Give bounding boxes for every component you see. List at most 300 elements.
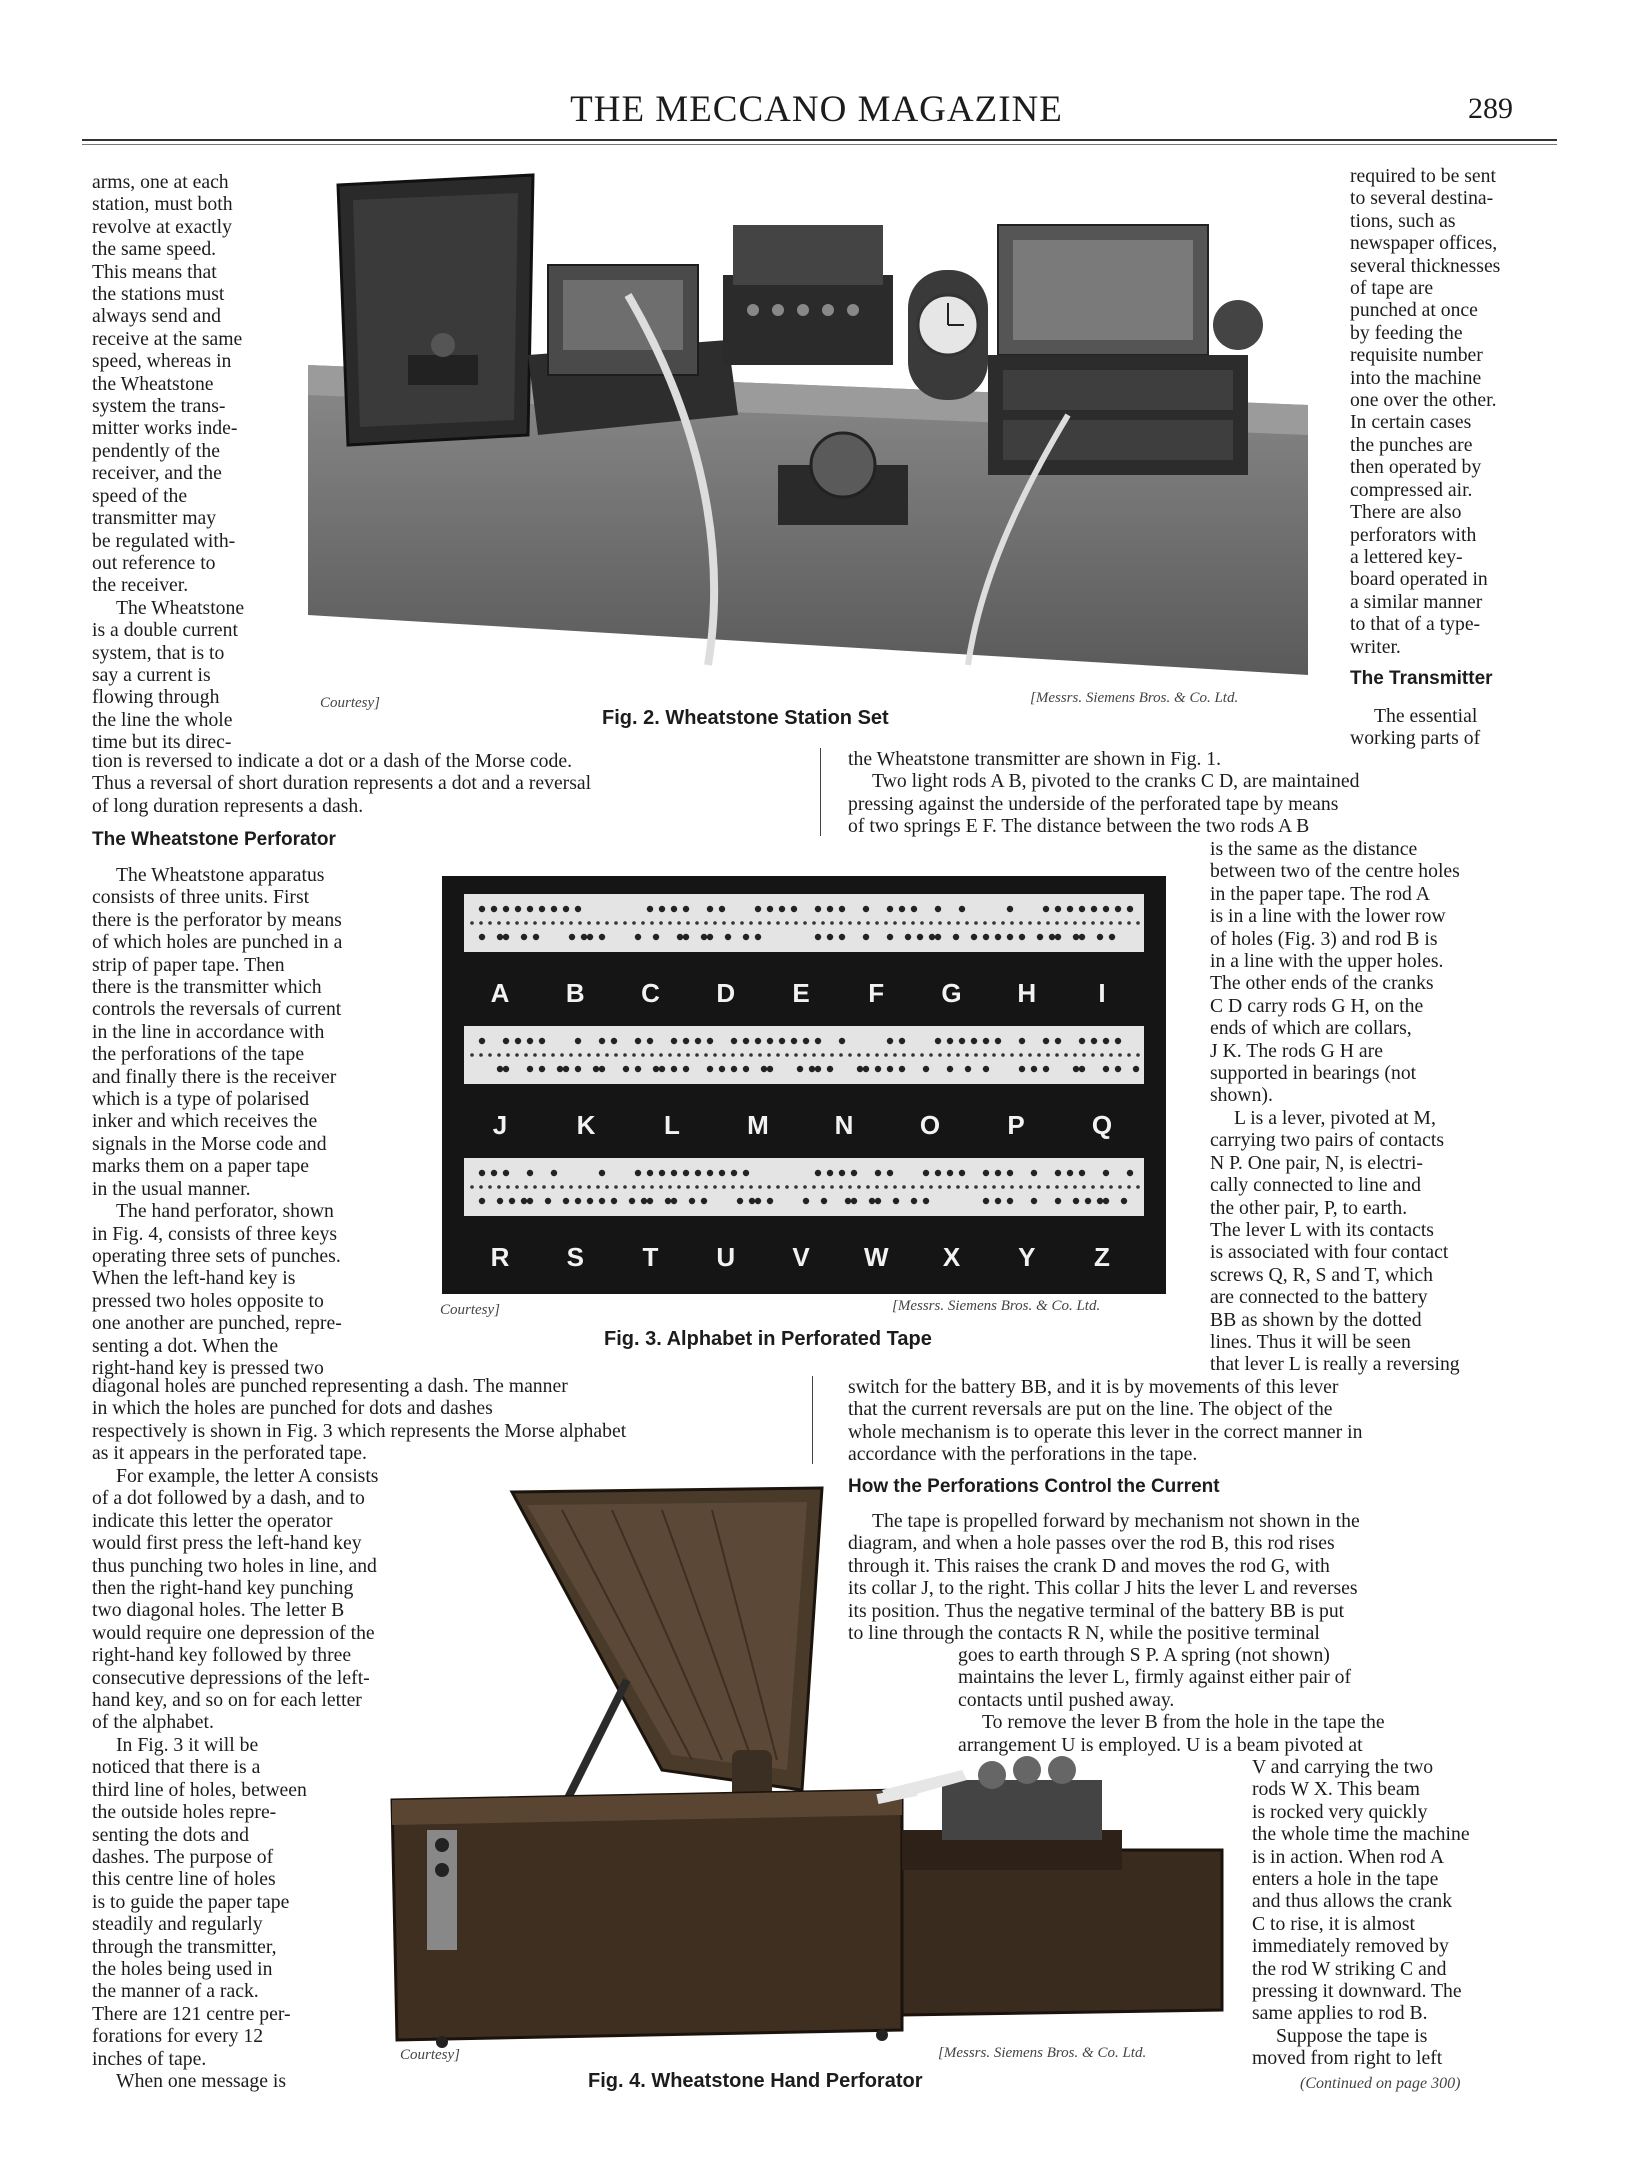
tape-hole (911, 1198, 917, 1204)
tape-hole (767, 1066, 773, 1072)
text-line: inches of tape. (92, 2047, 207, 2070)
text-line: the other pair, P, to earth. (1210, 1196, 1408, 1219)
tape-centre-hole (623, 1053, 627, 1057)
text-line: the manner of a rack. (92, 1980, 259, 2003)
tape-centre-hole (515, 1053, 519, 1057)
text-line: in the usual manner. (92, 1177, 251, 1200)
tape-hole (953, 934, 959, 940)
text-line: the same speed. (92, 238, 217, 261)
tape-letter: Z (1094, 1242, 1110, 1272)
text-line: tion is reversed to indicate a dot or a dash of the Morse code. (92, 750, 573, 772)
tape-centre-hole (659, 921, 663, 925)
tape-hole (1055, 906, 1061, 912)
text-line: the outside holes repre- (92, 1801, 277, 1824)
tape-centre-hole (947, 1185, 951, 1189)
tape-centre-hole (983, 1053, 987, 1057)
tape-hole (947, 1066, 953, 1072)
tape-centre-hole (821, 1053, 825, 1057)
text-line: through it. This raises the crank D and moves the rod G, with (848, 1554, 1330, 1577)
tape-centre-hole (929, 1053, 933, 1057)
text-line: arms, one at each (92, 171, 229, 193)
text-line: one over the other. (1350, 389, 1497, 412)
tape-hole (875, 1066, 881, 1072)
tape-hole (1043, 906, 1049, 912)
tape-letter: H (1017, 978, 1037, 1008)
text-line: and finally there is the receiver (92, 1065, 337, 1088)
text-line: signals in the Morse code and (92, 1132, 327, 1155)
text-line: screws Q, R, S and T, which (1210, 1263, 1433, 1286)
tape-centre-hole (497, 921, 501, 925)
tape-hole (947, 1038, 953, 1044)
right-column-wide-1 (848, 748, 1538, 838)
tape-hole (539, 1038, 545, 1044)
text-line: Suppose the tape is (1276, 2024, 1428, 2047)
tape-letter: A (490, 978, 510, 1008)
tape-centre-hole (605, 1185, 609, 1189)
text-line: is to guide the paper tape (92, 1890, 290, 1913)
text-line: carrying two pairs of contacts (1210, 1129, 1444, 1152)
tape-hole (863, 906, 869, 912)
text-line: station, must both (92, 193, 233, 216)
tape-centre-hole (902, 1185, 906, 1189)
tape-centre-hole (1001, 1053, 1005, 1057)
tape-hole (521, 934, 527, 940)
tape-centre-hole (983, 1185, 987, 1189)
tape-hole (659, 1066, 665, 1072)
text-line: operating three sets of punches. (92, 1244, 341, 1267)
tape-hole (923, 1066, 929, 1072)
text-line: are connected to the battery (1210, 1286, 1428, 1309)
text-line: C D carry rods G H, on the (1210, 994, 1424, 1017)
tape-hole (527, 1038, 533, 1044)
tape-hole (497, 1066, 503, 1072)
text-line: that the current reversals are put on the line. The object of the (848, 1398, 1333, 1421)
text-line: The essential (1374, 705, 1478, 727)
left-column-bottom-narrow (92, 1734, 364, 2093)
tape-hole (1043, 1038, 1049, 1044)
tape-centre-hole (920, 921, 924, 925)
tape-hole (1049, 934, 1055, 940)
tape-hole (1079, 906, 1085, 912)
tape-centre-hole (1073, 1185, 1077, 1189)
tape-centre-hole (668, 1053, 672, 1057)
tape-centre-hole (704, 1053, 708, 1057)
tape-hole (779, 1038, 785, 1044)
tape-hole (647, 1038, 653, 1044)
tape-centre-hole (938, 1185, 942, 1189)
tape-hole (599, 934, 605, 940)
tape-centre-hole (794, 921, 798, 925)
tape-centre-hole (1010, 1185, 1014, 1189)
tape-hole (1127, 1170, 1133, 1176)
tape-centre-hole (560, 921, 564, 925)
tape-hole (1037, 934, 1043, 940)
tape-hole (737, 1198, 743, 1204)
tape-hole (707, 1038, 713, 1044)
tape-hole (935, 1038, 941, 1044)
tape-centre-hole (1109, 921, 1113, 925)
text-line: transmitter may (92, 507, 217, 530)
text-line: the whole time the machine (1252, 1823, 1470, 1846)
tape-letter: L (664, 1110, 680, 1140)
tape-centre-hole (515, 1185, 519, 1189)
tape-hole (671, 1198, 677, 1204)
tape-centre-hole (830, 921, 834, 925)
tape-hole (893, 1198, 899, 1204)
tape-hole (491, 906, 497, 912)
text-line: would first press the left-hand key (92, 1532, 362, 1555)
tape-hole (551, 1170, 557, 1176)
tape-hole (599, 1038, 605, 1044)
tape-hole (947, 1170, 953, 1176)
tape-hole (587, 934, 593, 940)
tape-letter: E (792, 978, 810, 1008)
tape-centre-hole (938, 921, 942, 925)
tape-hole (527, 1170, 533, 1176)
tape-centre-hole (524, 921, 528, 925)
tape-hole (659, 906, 665, 912)
tape-centre-hole (1118, 921, 1122, 925)
text-line: this centre line of holes (92, 1868, 276, 1891)
text-line: accordance with the perforations in the tape. (848, 1443, 1198, 1466)
text-line: to several destina- (1350, 187, 1494, 210)
tape-centre-hole (992, 1053, 996, 1057)
text-line: receiver, and the (92, 462, 222, 485)
text-line: switch for the battery BB, and it is by movements of this lever (848, 1376, 1339, 1398)
tape-hole (719, 1170, 725, 1176)
left-column-mid (92, 864, 414, 1379)
text-line: perforators with (1350, 523, 1477, 546)
tape-hole (1073, 1066, 1079, 1072)
tape-hole (1109, 934, 1115, 940)
tape-hole (755, 934, 761, 940)
tape-centre-hole (1100, 1185, 1104, 1189)
text-line: arrangement U is employed. U is a beam pivoted at (958, 1733, 1363, 1756)
tape-hole (665, 1198, 671, 1204)
tape-hole (995, 1170, 1001, 1176)
tape-hole (1079, 1038, 1085, 1044)
text-line: J K. The rods G H are (1210, 1039, 1383, 1062)
tape-hole (1115, 1038, 1121, 1044)
tape-hole (1031, 1170, 1037, 1176)
tape-hole (857, 1066, 863, 1072)
tape-centre-hole (1019, 1185, 1023, 1189)
tape-centre-hole (542, 1185, 546, 1189)
tape-centre-hole (974, 921, 978, 925)
tape-centre-hole (776, 1185, 780, 1189)
tape-hole (707, 934, 713, 940)
tape-centre-hole (992, 921, 996, 925)
tape-hole (641, 1198, 647, 1204)
tape-hole (1031, 1198, 1037, 1204)
text-line: The hand perforator, shown (116, 1200, 334, 1223)
tape-hole (683, 1066, 689, 1072)
tape-hole (623, 1066, 629, 1072)
text-line: out reference to (92, 551, 216, 574)
tape-centre-hole (623, 1185, 627, 1189)
tape-centre-hole (1019, 921, 1023, 925)
column-rule (820, 748, 821, 836)
tape-letter: F (868, 978, 885, 1008)
tape-hole (635, 1066, 641, 1072)
tape-centre-hole (749, 1053, 753, 1057)
tape-centre-hole (479, 1053, 483, 1057)
tape-centre-hole (614, 1053, 618, 1057)
continued-note: (Continued on page 300) (1300, 2075, 1461, 2092)
text-line: system, that is to (92, 641, 225, 664)
tape-hole (527, 906, 533, 912)
tape-hole (923, 1198, 929, 1204)
text-line: revolve at exactly (92, 215, 232, 238)
left-column-wide-1 (92, 750, 782, 817)
fig3-tapes (442, 876, 1166, 1294)
tape-hole (743, 934, 749, 940)
tape-hole (653, 934, 659, 940)
tape-hole (791, 906, 797, 912)
text-line: flowing through (92, 686, 220, 709)
tape-hole (1055, 1170, 1061, 1176)
text-line: There are 121 centre per- (92, 2002, 291, 2025)
tape-hole (755, 906, 761, 912)
text-line: supported in bearings (not (1210, 1062, 1417, 1085)
tape-hole (611, 1198, 617, 1204)
tape-centre-hole (1001, 921, 1005, 925)
text-line: the perforations of the tape (92, 1043, 305, 1066)
tape-centre-hole (866, 1053, 870, 1057)
text-line: is in a line with the lower row (1210, 905, 1446, 928)
tape-hole (635, 1038, 641, 1044)
text-line: the receiver. (92, 574, 189, 597)
tape-letter: J (492, 1110, 508, 1140)
tape-letter: Y (1018, 1242, 1036, 1272)
tape-centre-hole (524, 1053, 528, 1057)
text-line: requisite number (1350, 344, 1483, 367)
tape-hole (1115, 1066, 1121, 1072)
tape-centre-hole (893, 921, 897, 925)
tape-hole (575, 1198, 581, 1204)
section-heading-perforator: The Wheatstone Perforator (92, 829, 336, 850)
tape-centre-hole (650, 1053, 654, 1057)
tape-hole (971, 1038, 977, 1044)
tape-centre-hole (857, 1053, 861, 1057)
tape-hole (683, 1038, 689, 1044)
tape-hole (827, 906, 833, 912)
tape-centre-hole (1064, 1053, 1068, 1057)
text-line: The Wheatstone apparatus (116, 864, 325, 886)
tape-hole (599, 1066, 605, 1072)
tape-hole (731, 1066, 737, 1072)
tape-hole (899, 1066, 905, 1072)
text-line: is rocked very quickly (1252, 1800, 1428, 1823)
tape-centre-hole (524, 1185, 528, 1189)
tape-centre-hole (1127, 1053, 1131, 1057)
text-line: the stations must (92, 283, 225, 306)
text-line: in which the holes are punched for dots and dashes (92, 1397, 493, 1420)
text-line: contacts until pushed away. (958, 1688, 1175, 1711)
text-line: then the right-hand key punching (92, 1577, 354, 1600)
tape-hole (683, 1170, 689, 1176)
fig3-credit: [Messrs. Siemens Bros. & Co. Ltd. (892, 1298, 1101, 1314)
tape-letter: C (641, 978, 660, 1008)
tape-centre-hole (875, 1185, 879, 1189)
tape-centre-hole (542, 1053, 546, 1057)
tape-hole (581, 934, 587, 940)
tape-hole (875, 1198, 881, 1204)
tape-hole (677, 934, 683, 940)
tape-centre-hole (749, 921, 753, 925)
tape-centre-hole (785, 1053, 789, 1057)
tape-centre-hole (992, 1185, 996, 1189)
tape-centre-hole (596, 921, 600, 925)
tape-letter: U (716, 1242, 736, 1272)
tape-hole (719, 906, 725, 912)
tape-hole (653, 1066, 659, 1072)
tape-hole (839, 934, 845, 940)
text-line: In certain cases (1350, 411, 1472, 434)
text-line: time but its direc- (92, 731, 232, 754)
fig4-caption: Fig. 4. Wheatstone Hand Perforator (588, 2070, 923, 2092)
tape-hole (593, 1066, 599, 1072)
tape-centre-hole (812, 1053, 816, 1057)
tape-centre-hole (686, 1185, 690, 1189)
tape-hole (965, 1066, 971, 1072)
text-line: inker and which receives the (92, 1110, 318, 1133)
tape-centre-hole (1010, 921, 1014, 925)
tape-centre-hole (704, 1185, 708, 1189)
page-number: 289 (1468, 92, 1513, 125)
text-line: goes to earth through S P. A spring (not shown) (958, 1644, 1330, 1666)
right-column-wide-3 (848, 1510, 1538, 1644)
tape-hole (851, 1170, 857, 1176)
tape-hole (683, 906, 689, 912)
text-line: Thus a reversal of short duration represents a dot and a reversal (92, 772, 592, 795)
tape-centre-hole (920, 1053, 924, 1057)
tape-hole (1055, 1038, 1061, 1044)
text-line: thus punching two holes in line, and (92, 1554, 377, 1577)
tape-hole (479, 934, 485, 940)
tape-hole (1031, 1066, 1037, 1072)
tape-centre-hole (605, 1053, 609, 1057)
tape-centre-hole (956, 1185, 960, 1189)
tape-centre-hole (1100, 921, 1104, 925)
tape-hole (515, 906, 521, 912)
tape-hole (935, 1170, 941, 1176)
text-line: in the paper tape. The rod A (1210, 882, 1430, 905)
tape-letter: V (792, 1242, 810, 1272)
tape-hole (1007, 1170, 1013, 1176)
tape-hole (527, 1066, 533, 1072)
tape-hole (1133, 1066, 1139, 1072)
tape-letter: X (942, 1242, 961, 1272)
tape-centre-hole (758, 921, 762, 925)
tape-hole (695, 1038, 701, 1044)
tape-hole (1007, 1198, 1013, 1204)
tape-hole (767, 1038, 773, 1044)
tape-hole (479, 906, 485, 912)
tape-centre-hole (911, 921, 915, 925)
tape-hole (701, 1198, 707, 1204)
section-heading-perforations: How the Perforations Control the Current (848, 1476, 1220, 1497)
tape-centre-hole (542, 921, 546, 925)
tape-centre-hole (614, 1185, 618, 1189)
right-transmitter-start (1350, 705, 1538, 750)
tape-centre-hole (668, 1185, 672, 1189)
tape-letter: T (642, 1242, 659, 1272)
tape-centre-hole (632, 1185, 636, 1189)
text-line: This means that (92, 260, 217, 283)
tape-centre-hole (740, 1185, 744, 1189)
tape-centre-hole (488, 1185, 492, 1189)
tape-centre-hole (1019, 1053, 1023, 1057)
tape-hole (1103, 906, 1109, 912)
text-line: ends of which are collars, (1210, 1017, 1412, 1040)
tape-centre-hole (839, 1185, 843, 1189)
text-line: When the left-hand key is (92, 1267, 296, 1290)
tape-hole (803, 1198, 809, 1204)
tape-letter: N (834, 1110, 854, 1140)
fig4-credit: [Messrs. Siemens Bros. & Co. Ltd. (938, 2045, 1147, 2061)
tape-letter: M (747, 1110, 769, 1140)
tape-centre-hole (821, 921, 825, 925)
tape-centre-hole (713, 1053, 717, 1057)
tape-centre-hole (722, 1053, 726, 1057)
text-line: is associated with four contact (1210, 1241, 1449, 1264)
tape-hole (695, 1170, 701, 1176)
column-rule (812, 1376, 813, 1464)
text-line: compressed air. (1350, 478, 1473, 501)
tape-hole (635, 934, 641, 940)
tape-hole (707, 1170, 713, 1176)
tape-centre-hole (965, 921, 969, 925)
tape-hole (575, 906, 581, 912)
tape-hole (863, 934, 869, 940)
tape-hole (935, 934, 941, 940)
text-line: its position. Thus the negative terminal of the battery BB is put (848, 1599, 1345, 1622)
tape-centre-hole (1028, 1185, 1032, 1189)
tape-centre-hole (731, 921, 735, 925)
tape-centre-hole (560, 1185, 564, 1189)
tape-centre-hole (731, 1185, 735, 1189)
tape-letter: S (566, 1242, 584, 1272)
tape-centre-hole (677, 1053, 681, 1057)
tape-centre-hole (947, 1053, 951, 1057)
tape-hole (629, 1198, 635, 1204)
tape-hole (1079, 934, 1085, 940)
tape-hole (671, 1038, 677, 1044)
tape-hole (1115, 906, 1121, 912)
tape-letter: I (1098, 978, 1106, 1008)
tape-centre-hole (776, 921, 780, 925)
tape-centre-hole (812, 921, 816, 925)
text-line: tions, such as (1350, 209, 1456, 232)
tape-hole (659, 1170, 665, 1176)
tape-hole (1073, 934, 1079, 940)
tape-centre-hole (650, 921, 654, 925)
tape-centre-hole (578, 1053, 582, 1057)
tape-hole (1079, 1170, 1085, 1176)
text-line: there is the perforator by means (92, 908, 342, 931)
tape-centre-hole (1046, 1053, 1050, 1057)
tape-centre-hole (569, 1185, 573, 1189)
tape-hole (815, 1170, 821, 1176)
tape-hole (731, 1038, 737, 1044)
tape-centre-hole (695, 1185, 699, 1189)
text-line: of holes (Fig. 3) and rod B is (1210, 927, 1438, 950)
tape-centre-hole (551, 1185, 555, 1189)
tape-centre-hole (1046, 921, 1050, 925)
tape-centre-hole (848, 921, 852, 925)
tape-centre-hole (938, 1053, 942, 1057)
